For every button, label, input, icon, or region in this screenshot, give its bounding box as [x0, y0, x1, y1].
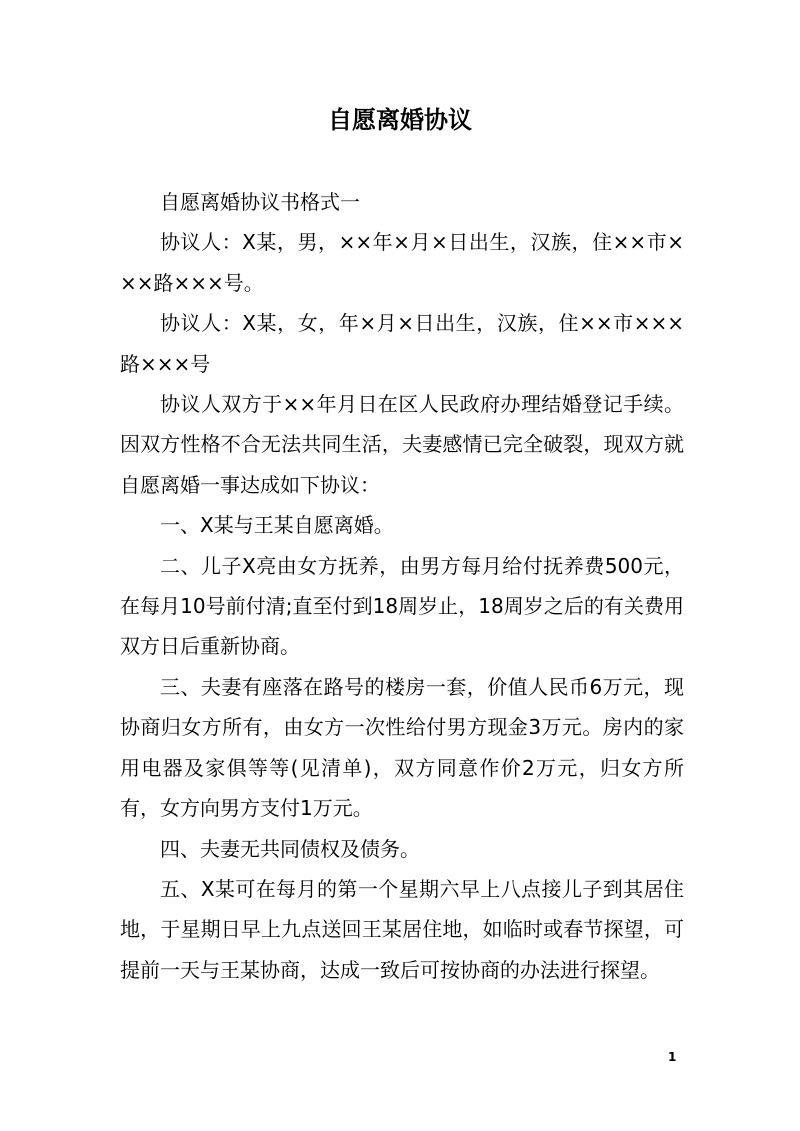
- paragraph-preamble: 协议人双方于××年月日在区人民政府办理结婚登记手续。因双方性格不合无法共同生活，夫妻感情已完全破裂，现双方就自愿离婚一事达成如下协议：: [120, 392, 684, 497]
- paragraph-clause-5: 五、X某可在每月的第一个星期六早上八点接儿子到其居住地，于星期日早上九点送回王某居住地，如临时或春节探望，可提前一天与王某协商，达成一致后可按协商的办法进行探望。: [120, 876, 684, 982]
- paragraph-clause-4: 四、夫妻无共同债权及债务。: [160, 836, 420, 861]
- document-body: [120, 182, 684, 990]
- paragraph-clause-3: 三、夫妻有座落在路号的楼房一套，价值人民币6万元，现协商归女方所有，由女方一次性给付男方现金3万元。房内的家用电器及家俱等等(见清单)，双方同意作价2万元，归女方所有，女方向男方支付1万元。: [120, 674, 684, 821]
- paragraph-clause-2: 二、儿子X亮由女方抚养，由男方每月给付抚养费500元，在每月10号前付清;直至付到18周岁止，18周岁之后的有关费用双方日后重新协商。: [120, 553, 684, 659]
- document-title: 自愿离婚协议: [328, 106, 472, 134]
- paragraph-clause-1: 一、X某与王某自愿离婚。: [160, 513, 394, 538]
- paragraph-party-female: 协议人：X某，女，年×月×日出生，汉族，住××市×××路×××号: [120, 311, 684, 376]
- page-number: 1: [668, 1050, 677, 1064]
- paragraph-party-male: 协议人：X某，男，××年×月×日出生，汉族，住××市×××路×××号。: [120, 230, 684, 295]
- paragraph-format-heading: 自愿离婚协议书格式一: [160, 190, 360, 214]
